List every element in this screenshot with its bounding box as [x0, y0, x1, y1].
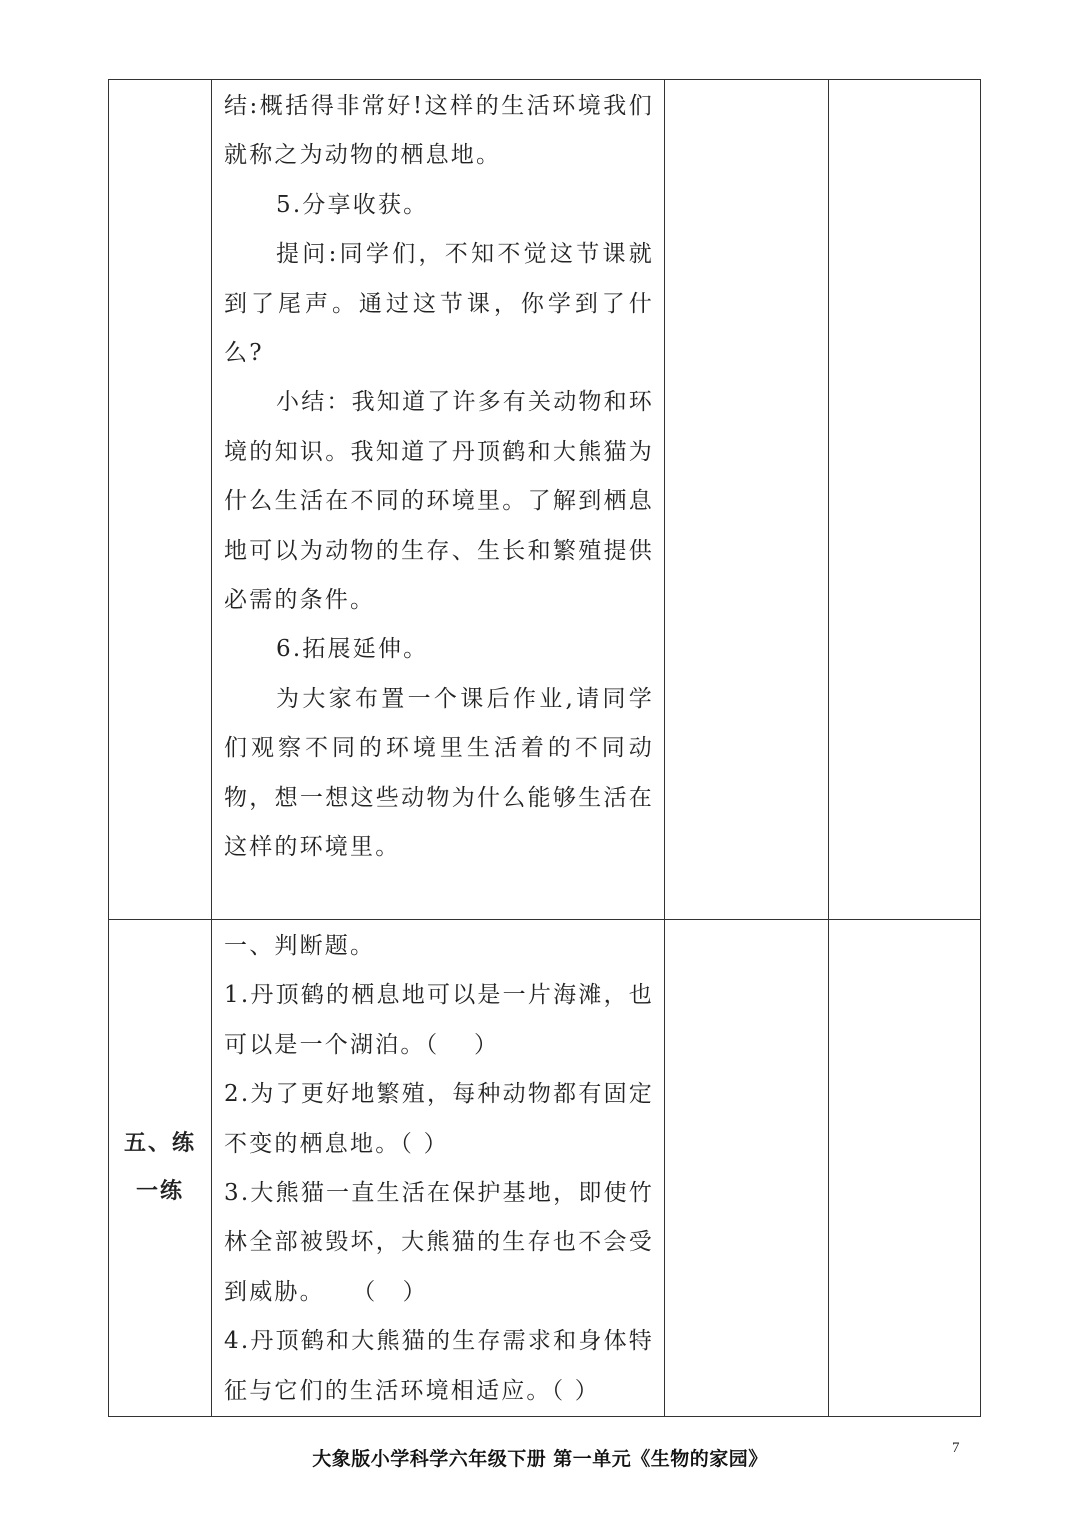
- stage-label-line: 五、练: [123, 1131, 196, 1157]
- content-paragraph: 结:概括得非常好!这样的生活环境我们就称之为动物的栖息地。: [224, 93, 654, 169]
- exercise-content: [212, 920, 664, 1416]
- exercise-content-cell: [212, 920, 665, 1417]
- exercise-question: 4.丹顶鹤和大熊猫的生存需求和身体特征与它们的生活环境相适应。（ ）: [224, 1328, 654, 1404]
- content-paragraph: 小结：我知道了许多有关动物和环境的知识。我知道了丹顶鹤和大熊猫为什么生活在不同的环境里。了解到栖息地可以为动物的生存、生长和繁殖提供必需的条件。: [224, 389, 654, 614]
- exercise-question: 3.大熊猫一直生活在保护基地，即使竹林全部被毁坏，大熊猫的生存也不会受到威胁。 （ ）: [224, 1180, 654, 1305]
- exercise-question: 1.丹顶鹤的栖息地可以是一片海滩，也可以是一个湖泊。（ ）: [224, 982, 654, 1058]
- notes-cell-empty: [665, 920, 829, 1417]
- page-number: 7: [952, 1440, 960, 1456]
- stage-label-line: 一练: [135, 1179, 184, 1205]
- page-footer: 大象版小学科学六年级下册 第一单元《生物的家园》: [312, 1448, 768, 1470]
- notes-cell-empty: [665, 80, 829, 920]
- teaching-content: [212, 80, 664, 873]
- lesson-plan-table: [108, 79, 981, 1417]
- stage-label-cell: [109, 920, 212, 1417]
- content-paragraph: 提问:同学们，不知不觉这节课就到了尾声。通过这节课，你学到了什么?: [224, 241, 654, 367]
- content-paragraph: 6.拓展延伸。: [276, 636, 429, 663]
- content-paragraph: 5.分享收获。: [276, 191, 429, 218]
- stage-cell-empty: [109, 80, 212, 920]
- remarks-cell-empty: [829, 80, 981, 920]
- table-row: [109, 80, 981, 920]
- content-paragraph: 为大家布置一个课后作业,请同学们观察不同的环境里生活着的不同动物，想一想这些动物为什么能够生活在这样的环境里。: [224, 685, 654, 861]
- table-row: [109, 920, 981, 1417]
- remarks-cell-empty: [829, 920, 981, 1417]
- exercise-question: 2.为了更好地繁殖，每种动物都有固定不变的栖息地。（ ）: [224, 1081, 654, 1157]
- exercise-heading: 一、判断题。: [224, 933, 376, 959]
- teaching-content-cell: [212, 80, 665, 920]
